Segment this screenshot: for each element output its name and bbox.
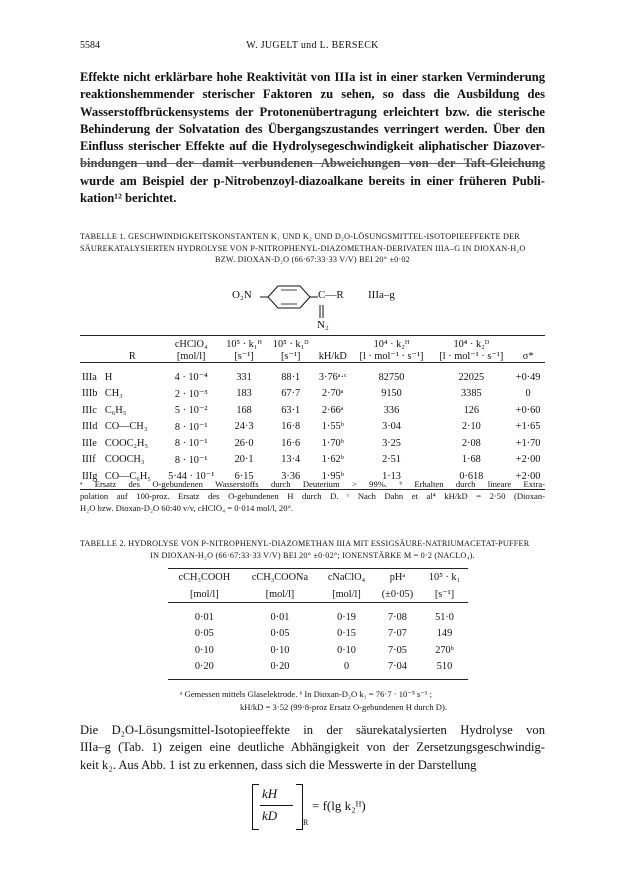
table-header-row xyxy=(168,569,468,586)
table-cell-naclo4: 0 xyxy=(343,661,350,673)
header-cell: [mol/l] xyxy=(190,588,219,600)
header-cell: [s⁻¹] xyxy=(281,351,301,362)
text-line: keit k₂. Aus Abb. 1 ist zu erkennen, dass sich die Messwerte in der Darstellung xyxy=(80,757,477,772)
text-line: Behinderung der Solvatation des Übergangszustandes verringert werden. Über den xyxy=(80,121,545,136)
table-cell-k2h: 2·51 xyxy=(382,454,401,466)
table-cell-r: CH₃ xyxy=(104,388,123,400)
table-cell-k2d: 22025 xyxy=(458,371,485,383)
table-cell-k2d: 2·10 xyxy=(461,421,481,433)
table-row xyxy=(80,402,545,419)
table-cell-ph: 7·08 xyxy=(388,611,407,623)
table-cell-sigma: +2·00 xyxy=(515,454,541,466)
table-cell-acona: 0·10 xyxy=(270,644,290,656)
footnote-line: ᵃ Gemessen mittels Glaselektrode. ᵇ In Dioxan-D₂O k₁ = 76·7 · 10⁻⁵ s⁻¹ ; xyxy=(180,689,432,699)
table-cell-sigma: +0·49 xyxy=(515,371,541,383)
table-cell-sigma: +0·60 xyxy=(515,404,541,416)
table-cell-acoh: 0·05 xyxy=(194,628,214,640)
table-row xyxy=(168,626,468,643)
header-cell: pHᵃ xyxy=(389,572,406,583)
table-cell-k1d: 16·8 xyxy=(281,421,301,433)
table-cell-k2h: 82750 xyxy=(378,371,405,383)
page-number: 5584 xyxy=(80,40,100,51)
table-cell-id: IIIc xyxy=(82,404,97,416)
table-cell-acoh: 0·20 xyxy=(194,661,214,673)
table-cell-k1d: 13·4 xyxy=(281,454,301,466)
structure-bottom-group: N₂ xyxy=(317,319,329,331)
compound-label: IIIa–g xyxy=(368,289,395,301)
header-cell: [s⁻¹] xyxy=(234,351,254,362)
table-cell-c: 5 · 10⁻² xyxy=(174,405,208,417)
table-header-row xyxy=(80,350,545,363)
table-2 xyxy=(168,568,468,680)
header-cell: [s⁻¹] xyxy=(434,589,455,600)
text-line: Wasserstoffbrückensystems der Protonenübertragung erleichtert bzw. die sterische xyxy=(80,104,545,119)
paragraph-2 xyxy=(80,722,545,774)
equation xyxy=(252,780,392,836)
table-cell-r: H xyxy=(104,371,113,383)
table-cell-k2d: 2·08 xyxy=(461,437,481,449)
table-cell-k1: 270ᵇ xyxy=(435,644,454,656)
header-cell: σ* xyxy=(522,350,534,362)
table-cell-acona: 0·05 xyxy=(270,628,290,640)
table-cell-c: 8 · 10⁻¹ xyxy=(174,421,208,433)
table-cell-k1d: 67·7 xyxy=(281,388,301,400)
table-cell-c: 5·44 · 10⁻¹ xyxy=(168,471,215,483)
caption-line: TABELLE 1. GESCHWINDIGKEITSKONSTANTEN K₁ UND K₂ UND D₂O-LÖSUNGSMITTEL-ISOTOPIEEFFEKTE DER xyxy=(80,232,520,241)
text-line: Die D₂O-Lösungsmittel-Isotopieeffekte in der säurekatalysierten Hydrolyse von xyxy=(80,723,545,737)
table-cell-id: IIIe xyxy=(82,437,97,449)
structure-left-group: O₂N xyxy=(232,289,252,301)
table-cell-naclo4: 0·10 xyxy=(337,644,356,656)
equation-subscript: R xyxy=(303,818,309,827)
structure-right-group: C—R xyxy=(318,289,344,301)
table-cell-sigma: 0 xyxy=(525,388,531,400)
header-cell: cCH₃COOH xyxy=(178,572,231,583)
table-cell-ratio: 1·70ᵇ xyxy=(321,437,344,449)
text-line: bindungen und der damit verbundenen Abweichungen von der Taft-Gleichung xyxy=(80,156,545,171)
table-row xyxy=(80,435,545,452)
table-row xyxy=(168,659,468,680)
caption-line: TABELLE 2. HYDROLYSE VON P-NITROPHENYL-DIAZOMETHAN IIIA MIT ESSIGSÄURE-NATRIUMACETAT-PUFFER xyxy=(80,539,530,548)
table-cell-k1h: 168 xyxy=(236,404,252,416)
table-cell-ratio: 2·70ᵃ xyxy=(321,388,344,400)
table-cell-k2h: 3·25 xyxy=(382,437,401,449)
text-line: IIIa–g (Tab. 1) zeigen eine deutliche Abhängigkeit von der Zersetzungsgeschwindig- xyxy=(80,740,545,755)
table-cell-k2h: 336 xyxy=(383,404,400,416)
table-2-caption xyxy=(80,538,545,561)
text-line: reaktionshemmender sterischer Faktoren zu sehen, so dass die Ausbildung des xyxy=(80,87,545,102)
table-cell-k2d: 1·68 xyxy=(461,454,481,466)
table-cell-ph: 7·07 xyxy=(388,628,407,640)
table-cell-sigma: +1·70 xyxy=(515,437,541,449)
table-cell-acoh: 0·01 xyxy=(194,611,214,623)
table-cell-acona: 0·01 xyxy=(270,611,290,623)
table-cell-acoh: 0·10 xyxy=(194,644,214,656)
table-cell-k1: 510 xyxy=(436,661,453,673)
table-cell-sigma: +2·00 xyxy=(515,470,541,482)
table-cell-k2h: 1·13 xyxy=(382,470,401,482)
table-cell-k2d: 126 xyxy=(463,404,480,416)
table-cell-k1: 149 xyxy=(436,628,453,640)
header-cell: cNaClO₄ xyxy=(327,572,366,583)
table-cell-k2d: 3385 xyxy=(461,388,482,400)
text-line: Einfluss sterischer Effekte auf die Hydrolysegeschwindigkeit aliphatischer Diazover- xyxy=(80,139,545,154)
header-cell xyxy=(103,336,162,351)
table-header-row xyxy=(168,585,468,603)
text-line: Effekte nicht erklärbare hohe Reaktivität von IIIa ist in einer starken Verminderung xyxy=(80,70,545,84)
header-cell: [l · mol⁻¹ · s⁻¹] xyxy=(439,351,504,362)
table-cell-id: IIIf xyxy=(82,454,96,466)
fraction-bar xyxy=(260,805,293,806)
equation-numerator: kH xyxy=(262,786,278,801)
table-cell-r: C₆H₅ xyxy=(104,404,127,416)
table-cell-k1h: 6·15 xyxy=(234,470,254,482)
caption-line: SÄUREKATALYSIERTEN HYDROLYSE VON P-NITROPHENYL-DIAZOMETHAN-DERIVATEN IIIA–G IN DIOXAN-H₂O xyxy=(80,243,526,253)
double-bond-icon xyxy=(318,305,326,319)
header-cell: [mol/l] xyxy=(332,588,361,600)
table-row xyxy=(168,603,468,626)
table-cell-naclo4: 0·15 xyxy=(337,628,356,640)
paragraph-1 xyxy=(80,69,545,207)
table-cell-k1d: 16·6 xyxy=(281,437,301,449)
running-header-authors: W. JUGELT und L. BERSECK xyxy=(246,40,379,51)
table-cell-k1h: 331 xyxy=(236,371,252,383)
header-cell xyxy=(80,336,103,351)
table-cell-naclo4: 0·19 xyxy=(337,611,356,623)
header-cell: 10⁵ · k₁ᴴ xyxy=(226,339,262,350)
table-cell-k2h: 3·04 xyxy=(382,421,401,433)
table-1-footnotes xyxy=(80,478,545,514)
table-2-footnotes xyxy=(180,688,470,714)
header-cell: kH/kD xyxy=(318,350,347,362)
header-cell xyxy=(80,350,103,363)
table-row xyxy=(80,363,545,386)
header-cell: [mol/l] xyxy=(265,588,295,600)
table-cell-r: CO—C₆H₅ xyxy=(104,470,151,482)
equation-rhs: = f(lg k₂ᴴ) xyxy=(312,798,366,813)
table-cell-k1d: 63·1 xyxy=(281,404,301,416)
header-cell: (±0·05) xyxy=(381,588,414,600)
table-cell-ratio: 3·76ᵃ·ᶜ xyxy=(318,371,347,383)
table-cell-k1h: 26·0 xyxy=(234,437,254,449)
header-cell: cHClO₄ xyxy=(174,339,208,350)
caption-line: IN DIOXAN-H₂O (66·67:33·33 V/V) BEI 20° ±0·02°; IONENSTÄRKE Μ = 0·2 (NACLO₄). xyxy=(150,550,475,560)
header-cell: 10⁵ · k₁ᴰ xyxy=(272,339,309,350)
table-cell-c: 8 · 10⁻¹ xyxy=(174,438,208,450)
running-header xyxy=(80,40,545,56)
table-cell-r: CO—CH₃ xyxy=(104,421,148,433)
header-cell xyxy=(314,336,352,351)
table-cell-k1d: 3·36 xyxy=(281,470,301,482)
table-cell-c: 2 · 10⁻³ xyxy=(174,388,208,400)
table-cell-sigma: +1·65 xyxy=(515,421,541,433)
table-cell-k1: 51·0 xyxy=(435,611,454,623)
header-cell: R xyxy=(128,350,136,362)
table-cell-ratio: 1·55ᵇ xyxy=(321,421,344,433)
table-cell-ratio: 2·66ᵃ xyxy=(321,404,344,416)
footnote-line: polation auf 100-proz. Ersatz des O-gebundenen H durch D. ᶜ Nach Dahn et al⁴ kH/kD = 2·50 (Dioxan- xyxy=(80,491,545,501)
header-cell: [mol/l] xyxy=(176,350,206,362)
table-row xyxy=(168,642,468,659)
caption-line: BZW. DIOXAN-D₂O (66·67:33·33 V/V) BEI 20° ±0·02 xyxy=(215,255,410,264)
header-cell: 10⁴ · k₂ᴴ xyxy=(373,339,410,350)
table-cell-id: IIIg xyxy=(82,470,98,482)
header-cell: cCH₃COONa xyxy=(251,572,309,583)
table-cell-k2h: 9150 xyxy=(381,388,402,400)
table-header-row xyxy=(80,336,545,351)
bracket-right xyxy=(296,784,303,830)
table-row xyxy=(80,386,545,403)
table-cell-r: COOCH₃ xyxy=(104,454,145,466)
table-row xyxy=(80,419,545,436)
table-1 xyxy=(80,335,545,490)
table-cell-k2d: 0·618 xyxy=(459,470,484,482)
header-cell: 10⁴ · k₂ᴰ xyxy=(453,339,490,350)
table-cell-id: IIId xyxy=(82,421,98,433)
table-cell-k1h: 24·3 xyxy=(234,421,254,433)
table-cell-k1d: 88·1 xyxy=(281,371,301,383)
table-cell-acona: 0·20 xyxy=(270,661,290,673)
table-cell-ph: 7·05 xyxy=(388,644,407,656)
table-cell-ratio: 1·62ᵇ xyxy=(321,454,344,466)
footnote-line: H₂O bzw. Dioxan-D₂O 60:40 v/v, cHClO₄ = 0·014 mol/l, 20°. xyxy=(80,503,294,513)
table-1-caption xyxy=(80,231,545,266)
table-cell-k1h: 183 xyxy=(236,388,252,400)
table-cell-c: 4 · 10⁻⁴ xyxy=(174,372,208,384)
table-row xyxy=(80,452,545,469)
table-cell-id: IIIb xyxy=(82,388,98,400)
footnote-line: ᵃ Ersatz des O-gebundenen Wasserstoffs durch Deuterium > 99%. ᵇ Erhalten durch lineare Extra- xyxy=(80,479,545,489)
benzene-ring-icon xyxy=(260,285,320,315)
table-cell-ph: 7·04 xyxy=(388,661,407,673)
header-cell xyxy=(511,336,545,351)
table-cell-k1h: 20·1 xyxy=(234,454,254,466)
header-cell: 10⁵ · k₁ xyxy=(428,572,461,583)
table-cell-id: IIIa xyxy=(82,371,97,383)
table-cell-r: COOC₂H₅ xyxy=(104,437,149,449)
bracket-left xyxy=(252,784,259,830)
table-cell-c: 8 · 10⁻¹ xyxy=(174,454,208,466)
table-cell-ratio: 1·95ᵇ xyxy=(321,470,344,482)
header-cell: [l · mol⁻¹ · s⁻¹] xyxy=(359,351,424,362)
text-line: kation¹² berichtet. xyxy=(80,191,177,206)
equation-denominator: kD xyxy=(262,808,278,823)
footnote-line: kH/kD = 3·52 (99·8-proz Ersatz O-gebundenen H durch D). xyxy=(240,702,447,712)
text-line: wurde am Beispiel der p-Nitrobenzoyl-diazoalkane bereits in einer früheren Publi- xyxy=(80,173,545,188)
